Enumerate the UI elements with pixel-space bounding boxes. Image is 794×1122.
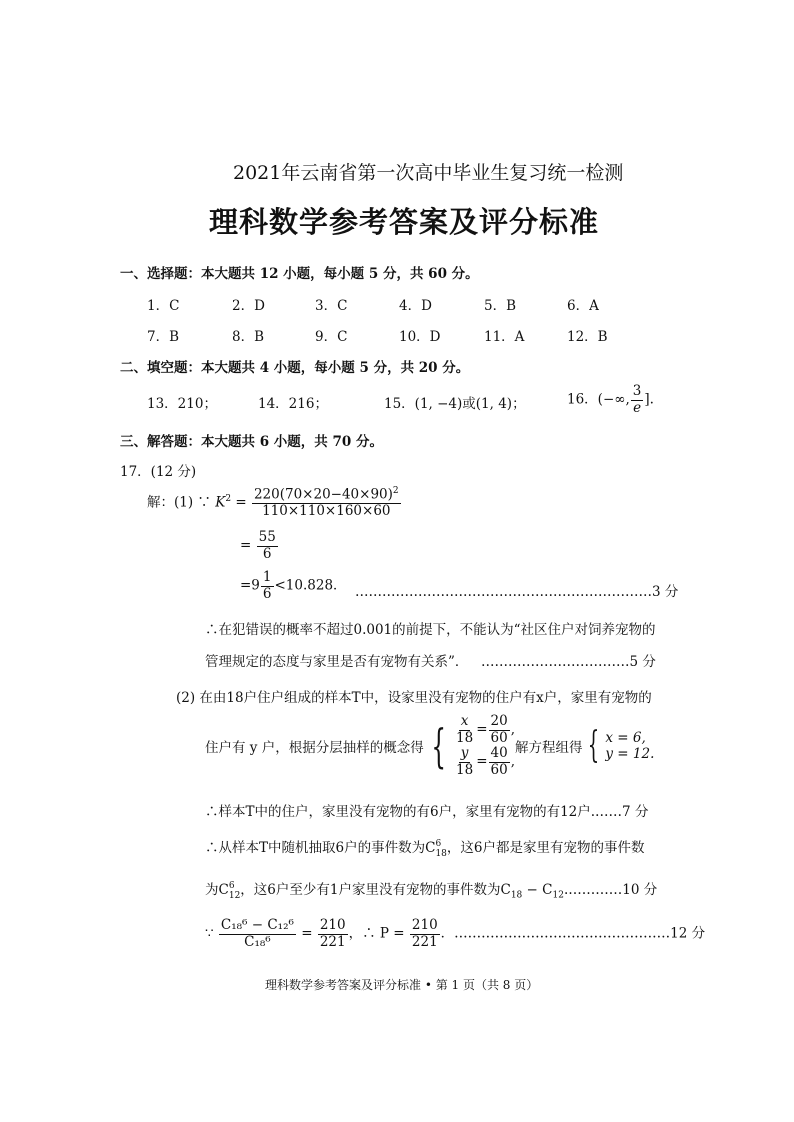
eq2-rnum: 40 [490,745,508,762]
line8-text: ∴从样本T中随机抽取6户的事件数为C [205,840,436,856]
section2-heading: 二、填空题：本大题共 4 小题，每小题 5 分，共 20 分。 [120,360,470,376]
solve-label: 解方程组得 [514,740,583,757]
k2-symbol: K [215,494,226,511]
part2-line2-prefix: 住户有 y 户，根据分层抽样的概念得 [205,740,424,757]
k2-fraction: $\frac{220(70\times 20-40\times 90)^2}{110\times 110\times 160\times 60}$ [253,486,399,520]
fraction-den: e [633,399,642,416]
score-3: …………………………………………………………3 分 [355,584,679,600]
answer-1: 1．C [147,298,180,314]
final-num: C₁₈⁶ − C₁₂⁶ [220,917,294,933]
step3-line [240,570,347,602]
answer-13: 13．210； [147,396,217,412]
eq2-lden: 18 [456,761,474,778]
answer-16-prefix: 16．(−∞, [567,391,630,408]
answer-8: 8．B [232,329,265,345]
score-12: ．…………………………………………12 分 [440,925,706,942]
final-den: C₁₈⁶ [244,933,271,950]
line-9: 为C $_{6 12}$，这6户至少有1户家里没有宠物的事件数为$C_{18}$ − $C_{12}.\dots\dots\dots\dots 10$ 分 [205,880,658,901]
line9-tail: .…………10 分 [563,882,658,898]
eq1-rnum: 20 [490,713,508,729]
line8-tail: ，这6户都是家里有宠物的事件数 [446,840,645,856]
answer-5: 5．B [484,298,517,314]
line-7-score: ∴样本T中的住户，家里没有宠物的有6户，家里有宠物的有12户.……7 分 [205,804,649,820]
q17-label: 17．(12 分) [120,464,197,480]
answer-16-fraction [631,384,644,416]
conclusion-line2: 管理规定的态度与家里是否有宠物有关系”． [205,654,469,670]
eq2-lnum: y [460,745,469,762]
part2-line2 [205,714,654,778]
step2-den: 6 [262,545,272,562]
eq1-lnum: x [460,713,469,729]
step2-line: = $\frac{55}{6}$ [240,529,276,562]
final-val-den: 221 [319,933,346,950]
final-eq: = [301,925,313,942]
step3-den: 6 [262,585,272,602]
answer-15: 15．(1, −4)或(1, 4)； [384,396,526,412]
score-5: ……………………………5 分 [481,654,656,670]
page-footer: 理科数学参考答案及评分标准 • 第 1 页（共 8 页） [265,978,539,992]
final-line: ∵ $\frac{\text{C₁₈⁶ − C₁₂⁶}}{\text{C₁₈⁶}}$ = $\frac{210}{221}$ ，∴ P = $\frac{210}{221}$ ．…………………………………………12 分 [205,917,706,950]
answer-16-suffix: ]. [644,391,654,408]
eq2-rden: 60 [490,761,508,778]
answer-3: 3．C [315,298,348,314]
final-fraction [219,918,296,950]
step2-num: 55 [258,529,276,545]
left-brace-2: { [588,725,600,767]
k2-denominator: 110×110×160×60 [262,503,391,520]
solution-y: y = 12. [605,746,655,763]
answer-10: 10．D [399,329,441,345]
line9-mid: ，这6户至少有1户家里没有宠物的事件数为C [240,882,511,898]
answer-6: 6．A [567,298,599,314]
solution-prefix: 解：(1) ∵ [147,494,211,511]
section3-heading: 三、解答题：本大题共 6 小题，共 70 分。 [120,434,383,450]
conclusion-line1: ∴在犯错误的概率不超过0.001的前提下，不能认为“社区住户对饲养宠物的 [205,622,656,638]
answer-7: 7．B [147,329,180,345]
equation-system: $\frac{x}{18}$ = $\frac{20}{60}$ , $\frac{y}{18}$ = $\frac{40}{60}$ , [456,713,515,778]
solution-system [605,730,654,762]
k2-line: 解：(1) ∵ $K^2$ = $\frac{220(70\times 20-40\times 90)^2}{110\times 110\times 160\times 60}$ [147,486,399,520]
eq1-lden: 18 [456,729,474,746]
answer-11: 11．A [484,329,525,345]
eq1-rden: 60 [490,729,508,746]
part2-line1: (2) 在由18户住户组成的样本T中，设家里没有宠物的住户有x户，家里有宠物的 [176,690,652,706]
page-title: 2021年云南省第一次高中毕业生复习统一检测 [233,162,624,184]
page-subtitle: 理科数学参考答案及评分标准 [209,205,600,239]
answer-12: 12．B [567,329,608,345]
line-8: ∴从样本T中随机抽取6户的事件数为C $_{6 18}$，这6户都是家里有宠物的事件数 [205,838,645,859]
step3-int: =9 [240,577,260,594]
answer-9: 9．C [315,329,348,345]
final-p: ，∴ P = [348,925,405,942]
section1-heading: 一、选择题：本大题共 12 小题，每小题 5 分，共 60 分。 [120,266,479,282]
answer-16 [567,384,654,416]
answer-2: 2．D [232,298,265,314]
answer-14: 14．216； [258,396,328,412]
answer-4: 4．D [399,298,432,314]
step3-num: 1 [262,569,272,585]
solution-x: x = 6, [605,730,646,747]
k2-numerator: 220(70×20−40×90) [253,486,393,503]
fraction-num: 3 [632,383,642,399]
left-brace: { [431,719,446,774]
line9-text: 为C [205,882,229,898]
step3-tail: <10.828． [274,577,347,594]
final-val-num: 210 [319,917,346,933]
